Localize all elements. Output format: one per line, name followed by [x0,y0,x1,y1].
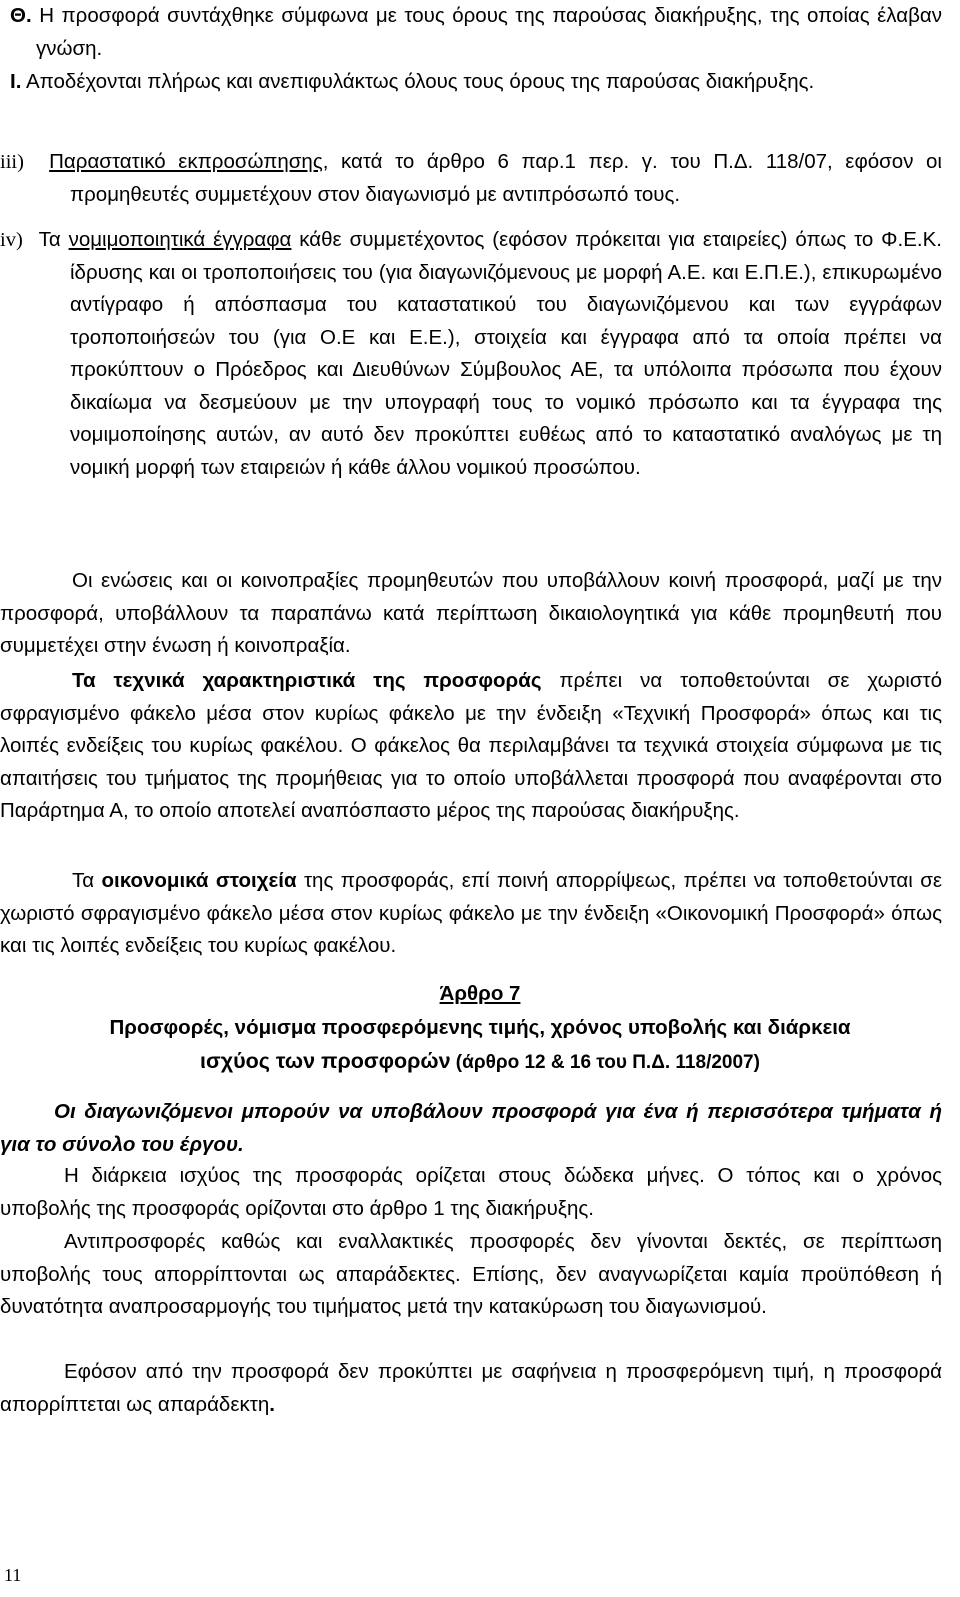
financial-bold: οικονομικά στοιχεία [101,869,297,892]
technical-bold: Τα τεχνικά χαρακτηριστικά της προσφοράς [72,669,542,692]
item-iii [0,146,942,211]
item-iv-text: κάθε συμμετέχοντος (εφόσον πρόκειται για εταιρείες) όπως το Φ.Ε.Κ. ίδρυσης και οι τροποποιήσεις του (για διαγωνιζόμενους με μορφή Α.Ε. και Ε.Π.Ε.), επικυρωμένο αντίγραφο ή απόσπασμα του καταστατικού του διαγωνιζόμενου και των εγγράφων τροποποιήσεών του (για Ο.Ε και Ε.Ε.), στοιχεία και έγγραφα από τα οποία πρέπει να προκύπτουν ο Πρόεδρος και Διευθύνων Σύμβουλος ΑΕ, τα υπόλοιπα πρόσωπα που έχουν δικαίωμα να δεσμεύουν με την υπογραφή τους το νομικό πρόσωπο και τα έγγραφα της νομιμοποίησης αυτών, αν αυτό δεν προκύπτει ευθέως από το καταστατικό αναλόγως με τη νομική μορφή των εταιρειών ή κάθε άλλου νομικού προσώπου. [70,228,942,479]
paragraph-financial [0,865,942,963]
paragraph-unions: Οι ενώσεις και οι κοινοπραξίες προμηθευτών που υποβάλλουν κοινή προσφορά, μαζί με την προσφορά, υποβάλλουν τα παραπάνω κατά περίπτωση δικαιολογητικά για κάθε προμηθευτή που συμμετέχει στην ένωση ή κοινοπραξία. [0,569,942,657]
technical-text: πρέπει να τοποθετούνται σε χωριστό σφραγισμένο φάκελο μέσα στον κυρίως φάκελο με την ένδειξη «Τεχνική Προσφορά» όπως και τις λοιπές ενδείξεις του κυρίως φακέλου. Ο φάκελος θα περιλαμβάνει τα τεχνικά στοιχεία σύμφωνα με τις απαιτήσεις του τμήματος της προμήθειας για το οποίο υποβάλλεται προσφορά που αναφέρονται στο Παράρτημα Α, το οποίο αποτελεί αναπόσπαστο μέρος της παρούσας διακήρυξης. [0,669,942,822]
financial-lead: Τα [72,869,102,892]
article-title-line1: Προσφορές, νόμισμα προσφερόμενης τιμής, χρόνος υποβολής και διάρκεια [109,1016,851,1039]
paragraph-unclear-price [0,1356,942,1421]
clause-iota [10,66,942,99]
article-title [0,1012,960,1079]
article-title-reference: (άρθρο 12 & 16 του Π.Δ. 118/2007) [450,1051,760,1073]
item-iii-numeral: iii) [0,151,24,173]
clause-iota-label: Ι. [10,70,22,93]
article-number: Άρθρο 7 [439,982,521,1005]
item-iv [0,224,942,484]
clause-theta [10,0,942,65]
paragraph-technical [0,665,942,828]
clause-iota-text: Αποδέχονται πλήρως και ανεπιφυλάκτως όλους τους όρους της παρούσας διακήρυξης. [25,70,815,93]
unclear-end: . [269,1392,275,1416]
article-title-main: ισχύος των προσφορών [200,1048,451,1073]
item-iv-lead: Τα [38,228,69,251]
item-iv-numeral: iv) [0,229,23,251]
clause-theta-label: Θ. [10,4,32,27]
item-iii-text: , κατά το άρθρο 6 παρ.1 περ. γ. του Π.Δ. 118/07, εφόσον οι προμηθευτές συμμετέχουν στον διαγωνισμό με αντιπρόσωπό τους. [70,150,942,206]
clause-theta-text: Η προσφορά συντάχθηκε σύμφωνα με τους όρους της παρούσας διακήρυξης, της οποίας έλαβαν γνώση. [36,4,942,60]
article-title-line2 [0,1045,960,1080]
item-iv-underlined: νομιμοποιητικά έγγραφα [68,228,292,251]
paragraph-validity: Η διάρκεια ισχύος της προσφοράς ορίζεται στους δώδεκα μήνες. Ο τόπος και ο χρόνος υποβολής της προσφοράς ορίζονται στο άρθρο 1 της διακήρυξης. [0,1164,942,1220]
item-iii-underlined: Παραστατικό εκπροσώπησης [49,150,323,173]
unclear-text: Εφόσον από την προσφορά δεν προκύπτει με σαφήνεια η προσφερόμενη τιμή, η προσφορά απορρίπτεται ως απαράδεκτη [0,1360,942,1416]
paragraph-bidders: Οι διαγωνιζόμενοι μπορούν να υποβάλουν προσφορά για ένα ή περισσότερα τμήματα ή για το σύνολο του έργου. [0,1100,942,1156]
financial-text: της προσφοράς, επί ποινή απορρίψεως, πρέπει να τοποθετούνται σε χωριστό σφραγισμένο φάκελο μέσα στον κυρίως φάκελο με την ένδειξη «Οικονομική Προσφορά» όπως και τις λοιπές ενδείξεις του κυρίως φακέλου. [0,869,942,957]
paragraph-counter-offers: Αντιπροσφορές καθώς και εναλλακτικές προσφορές δεν γίνονται δεκτές, σε περίπτωση υποβολής τους απορρίπτονται ως απαράδεκτες. Επίσης, δεν αναγνωρίζεται καμία προϋπόθεση ή δυνατότητα αναπροσαρμογής του τιμήματος μετά την κατακύρωση του διαγωνισμού. [0,1230,942,1318]
page-number: 11 [4,1565,22,1585]
